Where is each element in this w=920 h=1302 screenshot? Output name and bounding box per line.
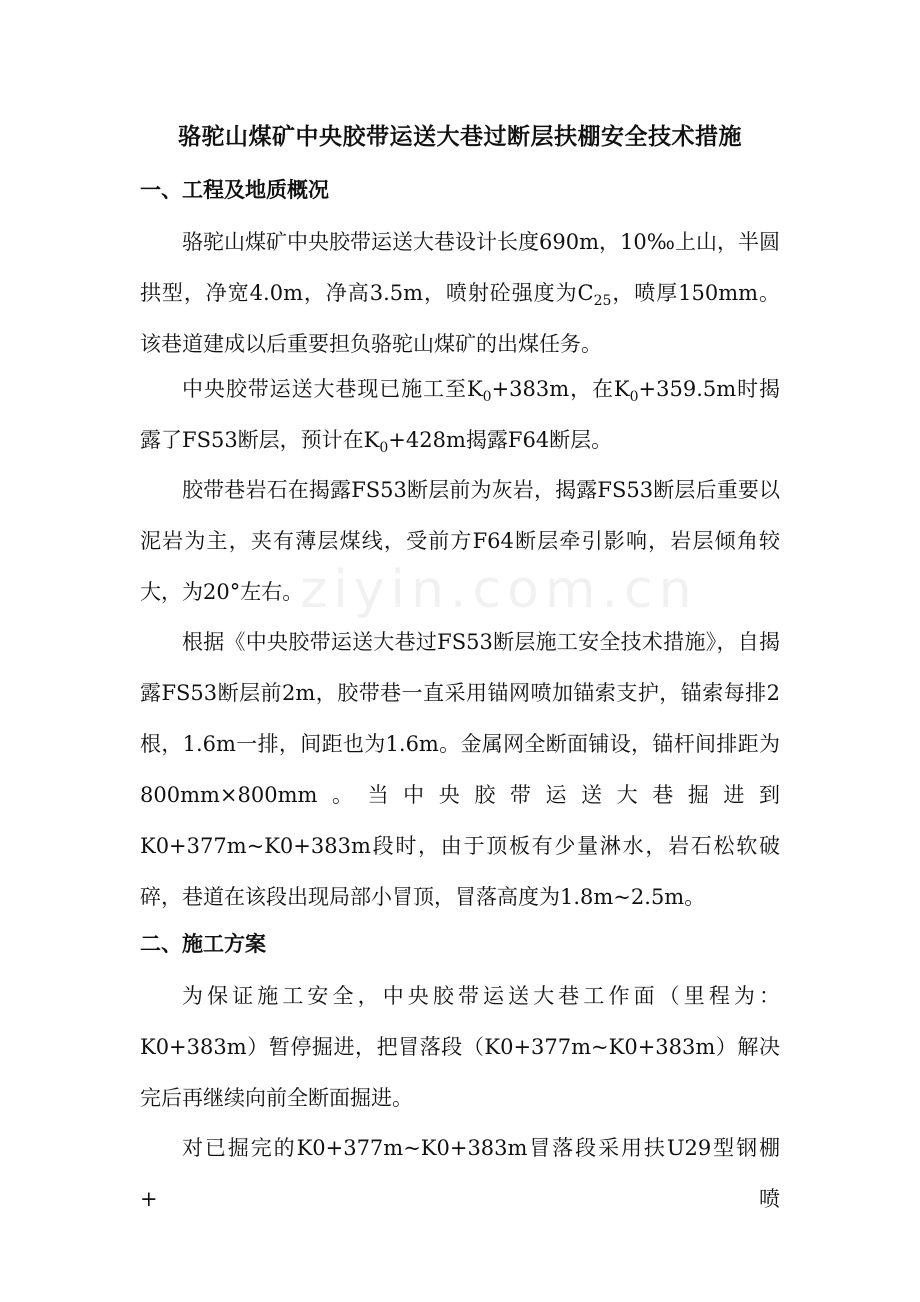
text-span: +383m，在K [491,377,630,401]
paragraph-support: 根据《中央胶带运送大巷过FS53断层施工安全技术措施》，自揭露FS53断层前2m，胶带巷一直采用锚网喷加锚索支护，锚索每排2根，1.6m一排，间距也为1.6m。金属网全断面铺设，锚杆间排距为800mm×800mm。当中央胶带运送大巷掘进到K0+377m~K0+383m段时，由于顶板有少量淋水，岩石松软破碎，巷道在该段出现局部小冒顶，冒落高度为1.8m~2.5m。 [140,630,780,909]
paragraph-geology: 胶带巷岩石在揭露FS53断层前为灰岩，揭露FS53断层后重要以泥岩为主，夹有薄层煤线，受前方F64断层牵引影响，岩层倾角较大，为20°左右。 [140,478,780,604]
text-span: 中央胶带运送大巷现已施工至K [182,377,483,401]
document-title: 骆驼山煤矿中央胶带运送大巷过断层扶棚安全技术措施 [178,123,742,150]
section-heading-1: 一、工程及地质概况 [140,177,329,202]
paragraph-method: 对已掘完的K0+377m~K0+383m冒落段采用扶U29型钢棚+喷 [140,1136,780,1211]
subscript: 25 [593,293,612,309]
watermark: ziyin.com.cn [300,560,698,620]
text-span: +359.5m时揭露了FS53断层，预计在K [140,377,780,452]
subscript: 0 [379,440,389,456]
text-span: ，喷厚150mm。该巷道建成以后重要担负骆驼山煤矿的出煤任务。 [140,281,780,356]
subscript: 0 [482,389,492,405]
paragraph-plan: 为保证施工安全，中央胶带运送大巷工作面（里程为：K0+383m）暂停掘进，把冒落段（K0+377m~K0+383m）解决完后再继续向前全断面掘进。 [140,984,780,1110]
subscript: 0 [629,389,639,405]
text-span: +428m揭露F64断层。 [388,428,613,452]
section-heading-2: 二、施工方案 [140,931,266,956]
text-span: 骆驼山煤矿中央胶带运送大巷设计长度690m，10‰上山，半圆拱型，净宽4.0m，净高3.5m，喷射砼强度为C [140,230,780,305]
paragraph-overview [140,217,780,370]
paragraph-progress [140,364,780,466]
